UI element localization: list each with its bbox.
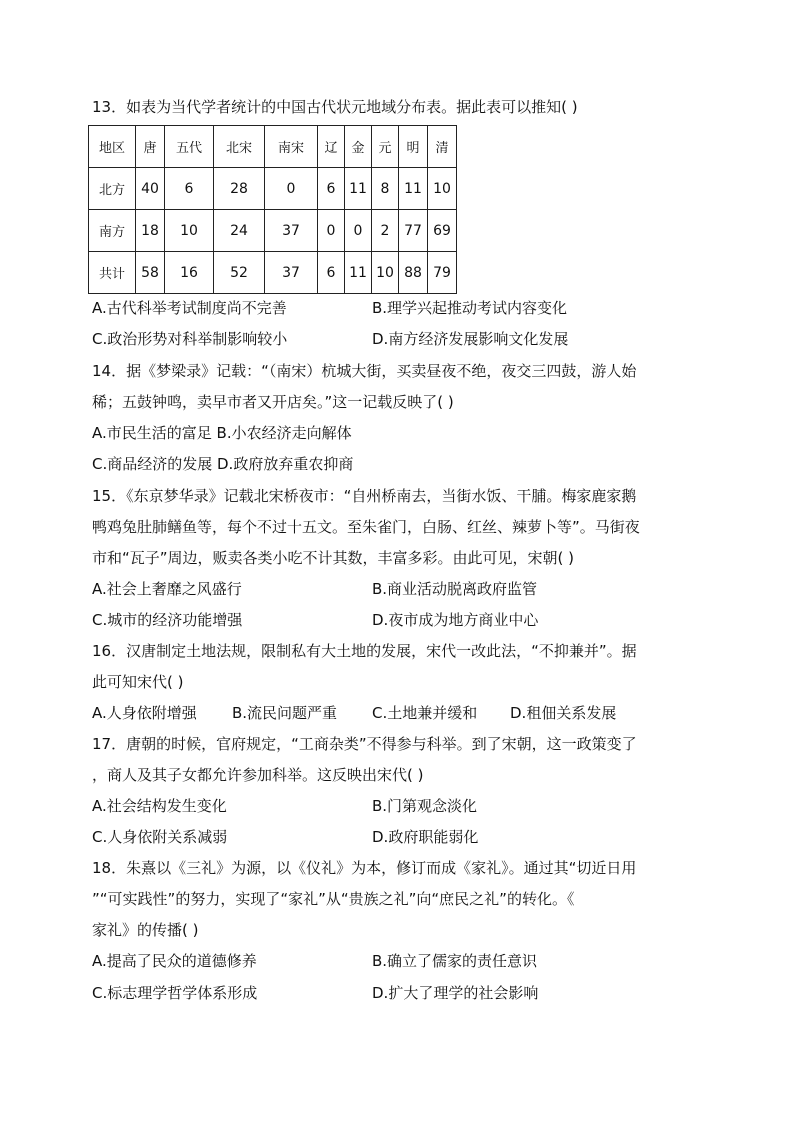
q14-options-cd[interactable]: C.商品经济的发展 D.政府放弃重农抑商 [92,455,354,473]
q15-option-c[interactable]: C.城市的经济功能增强 [92,611,243,629]
table-cell: 52 [214,252,265,294]
q16-option-d[interactable]: D.租佃关系发展 [510,704,617,722]
table-header-row [89,126,457,168]
q15-option-d[interactable]: D.夜市成为地方商业中心 [372,611,539,629]
table-header-cell: 元 [372,126,399,168]
q16-option-c[interactable]: C.土地兼并缓和 [372,704,478,722]
table-cell: 88 [399,252,428,294]
q16-stem-line: 16．汉唐制定土地法规，限制私有大土地的发展，宋代一改此法，“不抑兼并”。据 [92,642,637,660]
table-row-label: 共计 [89,252,136,294]
table-cell: 6 [318,252,345,294]
q13-stem: 13．如表为当代学者统计的中国古代状元地域分布表。据此表可以推知( ) [92,98,578,116]
table-cell: 11 [399,168,428,210]
q15-stem-line: 鸭鸡兔肚肺鳝鱼等，每个不过十五文。至朱雀门，白肠、红丝、辣萝卜等”。马街夜 [92,518,640,536]
q17-stem-line: 17．唐朝的时候，官府规定，“工商杂类”不得参与科举。到了宋朝，这一政策变了 [92,735,637,753]
table-cell: 10 [165,210,214,252]
q14-stem-line: 14．据《梦梁录》记载：“（南宋）杭城大街，买卖昼夜不绝，夜交三四鼓，游人始 [92,362,637,380]
table-header-cell: 地区 [89,126,136,168]
table-row [89,210,457,252]
table-cell: 11 [345,168,372,210]
q16-option-b[interactable]: B.流民问题严重 [232,704,338,722]
table-cell: 18 [136,210,165,252]
table-cell: 24 [214,210,265,252]
table-row-label: 北方 [89,168,136,210]
table-cell: 10 [428,168,457,210]
q13-option-c[interactable]: C.政治形势对科举制影响较小 [92,330,288,348]
q15-option-a[interactable]: A.社会上奢靡之风盛行 [92,580,242,598]
table-cell: 2 [372,210,399,252]
table-header-cell: 明 [399,126,428,168]
q13-option-d[interactable]: D.南方经济发展影响文化发展 [372,330,569,348]
table-cell: 6 [165,168,214,210]
table-cell: 40 [136,168,165,210]
q18-option-a[interactable]: A.提高了民众的道德修养 [92,952,257,970]
table-cell: 58 [136,252,165,294]
table-row [89,252,457,294]
q18-stem-line: ”“可实践性”的努力，实现了“家礼”从“贵族之礼”向“庶民之礼”的转化。《 [92,890,575,908]
table-header-cell: 清 [428,126,457,168]
q15-option-b[interactable]: B.商业活动脱离政府监管 [372,580,538,598]
q15-stem-line: 市和“瓦子”周边，贩卖各类小吃不计其数，丰富多彩。由此可见，宋朝( ) [92,549,575,567]
q17-stem-line: ，商人及其子女都允许参加科举。这反映出宋代( ) [92,766,424,784]
table-cell: 11 [345,252,372,294]
table-row [89,168,457,210]
table-header-cell: 五代 [165,126,214,168]
q15-stem-line: 15．《东京梦华录》记载北宋桥夜市：“自州桥南去，当街水饭、干脯。梅家鹿家鹅 [92,487,637,505]
table-row-label: 南方 [89,210,136,252]
table-header-cell: 北宋 [214,126,265,168]
q17-option-d[interactable]: D.政府职能弱化 [372,828,479,846]
table-cell: 37 [265,252,318,294]
q14-stem-line: 稀；五鼓钟鸣，卖早市者又开店矣。”这一记载反映了( ) [92,393,454,411]
table-header-cell: 辽 [318,126,345,168]
q17-option-b[interactable]: B.门第观念淡化 [372,797,478,815]
q18-stem-line: 18．朱熹以《三礼》为源，以《仪礼》为本，修订而成《家礼》。通过其“切近日用 [92,859,637,877]
table-cell: 0 [265,168,318,210]
table-header-cell: 南宋 [265,126,318,168]
table-cell: 79 [428,252,457,294]
table-cell: 77 [399,210,428,252]
table-cell: 28 [214,168,265,210]
q13-option-a[interactable]: A.古代科举考试制度尚不完善 [92,299,287,317]
q13-option-b[interactable]: B.理学兴起推动考试内容变化 [372,299,568,317]
q16-option-a[interactable]: A.人身依附增强 [92,704,197,722]
q14-options-ab[interactable]: A.市民生活的富足 B.小农经济走向解体 [92,424,352,442]
q17-option-a[interactable]: A.社会结构发生变化 [92,797,227,815]
table-header-cell: 金 [345,126,372,168]
table-header-cell: 唐 [136,126,165,168]
table-cell: 6 [318,168,345,210]
q18-option-b[interactable]: B.确立了儒家的责任意识 [372,952,538,970]
table-cell: 0 [345,210,372,252]
q17-option-c[interactable]: C.人身依附关系减弱 [92,828,228,846]
table-cell: 10 [372,252,399,294]
q18-stem-line: 家礼》的传播( ) [92,921,199,939]
q18-option-c[interactable]: C.标志理学哲学体系形成 [92,984,258,1002]
q18-option-d[interactable]: D.扩大了理学的社会影响 [372,984,539,1002]
q16-stem-line: 此可知宋代( ) [92,673,184,691]
table-cell: 16 [165,252,214,294]
table-cell: 0 [318,210,345,252]
scholar-distribution-table [88,125,457,294]
table-cell: 37 [265,210,318,252]
table-cell: 69 [428,210,457,252]
table-cell: 8 [372,168,399,210]
